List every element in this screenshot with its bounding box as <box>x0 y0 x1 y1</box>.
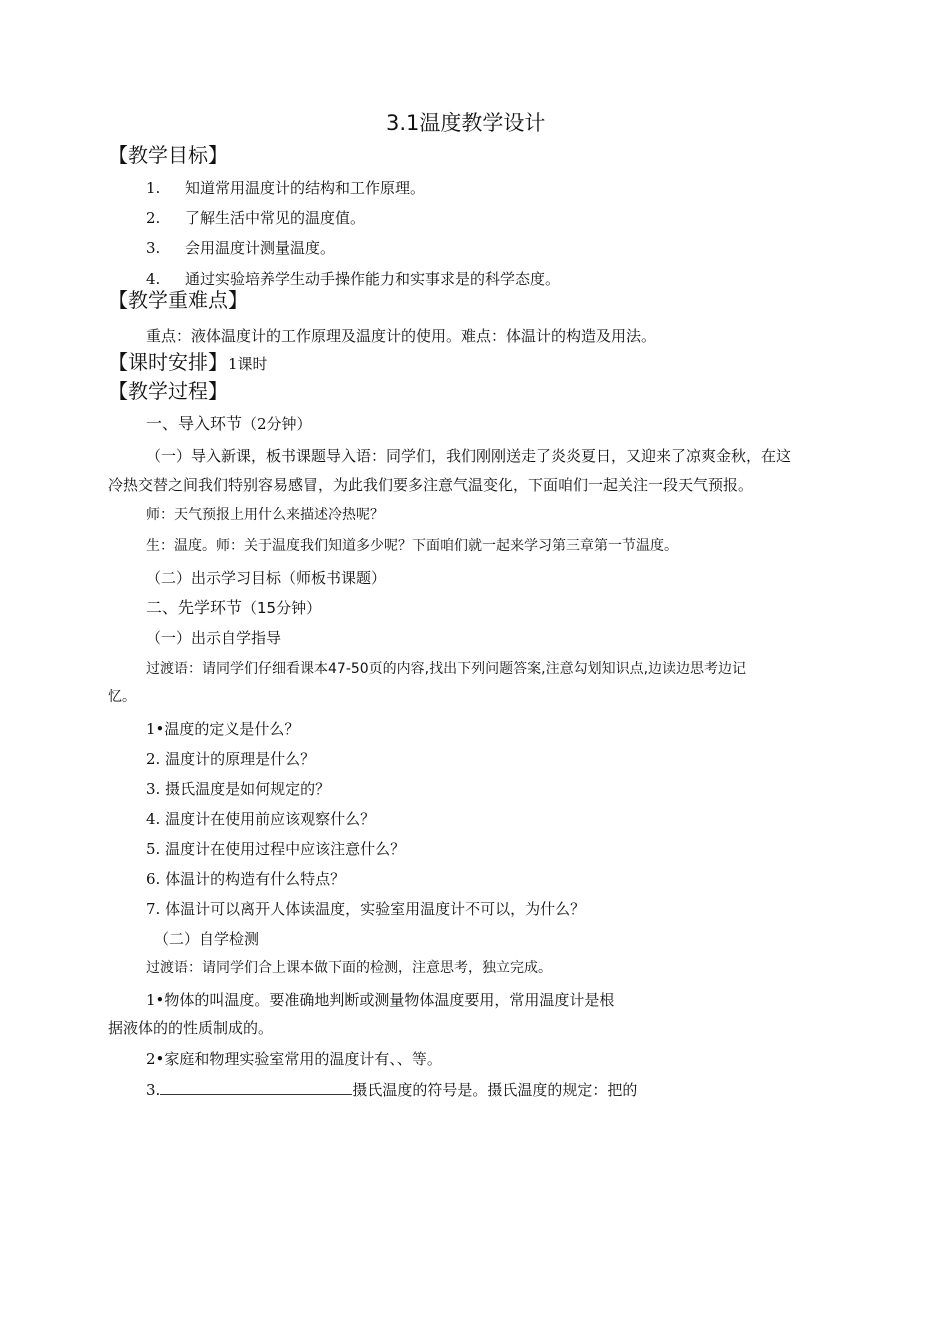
fill-blank <box>160 1079 352 1095</box>
list-item: 3. 摄氏温度是如何规定的？ <box>146 780 331 798</box>
subsection-heading: （二）自学检测 <box>154 930 260 948</box>
objectives-heading: 【教学目标】 <box>108 143 228 167</box>
list-item-number: 1. <box>146 179 161 197</box>
test-item-text: 摄氏温度的符号是。摄氏温度的规定：把的 <box>352 1081 638 1099</box>
paragraph: 冷热交替之间我们特别容易感冒，为此我们要多注意气温变化，下面咱们一起关注一段天气预报。 <box>108 476 754 494</box>
test-item: 据液体的的性质制成的。 <box>108 1019 274 1037</box>
list-item: 5. 温度计在使用过程中应该注意什么？ <box>146 840 406 858</box>
list-item: 7. 体温计可以离开人体读温度，实验室用温度计不可以，为什么？ <box>146 900 586 918</box>
paragraph: 生：温度。师：关于温度我们知道多少呢？下面咱们就一起来学习第三章第一节温度。 <box>146 538 678 554</box>
section2-heading-row <box>146 598 321 618</box>
list-item: 6. 体温计的构造有什么特点？ <box>146 870 346 888</box>
paragraph: 过渡语：请同学们仔细看课本47-50页的内容,找出下列问题答案,注意勾划知识点,边读边思考边记 <box>146 661 747 677</box>
list-item-number: 4. <box>146 270 161 288</box>
paragraph: （一）导入新课，板书课题导入语：同学们，我们刚刚送走了炎炎夏日，又迎来了凉爽金秋，在这 <box>146 447 792 465</box>
section1-heading-row <box>146 414 312 434</box>
list-item: 了解生活中常见的温度值。 <box>185 209 366 227</box>
list-item: 知道常用温度计的结构和工作原理。 <box>185 179 426 197</box>
list-item: 1•温度的定义是什么？ <box>146 720 300 738</box>
list-item: 会用温度计测量温度。 <box>185 239 336 257</box>
page-title: 3.1温度教学设计 <box>386 111 546 135</box>
paragraph: 师：天气预报上用什么来描述冷热呢？ <box>146 507 384 523</box>
section2-heading: 二、先学环节 <box>146 598 243 617</box>
paragraph: （二）出示学习目标（师板书课题） <box>146 569 387 587</box>
section1-heading: 一、导入环节 <box>146 414 243 433</box>
test-item: 1•物体的叫温度。要准确地判断或测量物体温度要用，常用温度计是根 <box>146 991 615 1009</box>
test-item-number: 3. <box>146 1081 161 1099</box>
schedule-row <box>108 352 268 374</box>
section2-time: （15分钟） <box>242 599 322 617</box>
test-item: 2•家庭和物理实验室常用的温度计有、、等。 <box>146 1050 442 1068</box>
schedule-heading: 【课时安排】 <box>108 350 228 374</box>
section1-time: （2分钟） <box>242 415 312 433</box>
list-item: 2. 温度计的原理是什么？ <box>146 750 316 768</box>
schedule-value: 1课时 <box>228 355 268 373</box>
list-item-number: 2. <box>146 209 161 227</box>
paragraph: 忆。 <box>108 689 136 705</box>
list-item: 4. 温度计在使用前应该观察什么？ <box>146 810 376 828</box>
process-heading: 【教学过程】 <box>108 379 228 403</box>
paragraph: 过渡语：请同学们合上课本做下面的检测，注意思考，独立完成。 <box>146 960 552 976</box>
list-item: 通过实验培养学生动手操作能力和实事求是的科学态度。 <box>185 270 561 288</box>
key-points-text: 重点：液体温度计的工作原理及温度计的使用。难点：体温计的构造及用法。 <box>146 327 657 345</box>
list-item-number: 3. <box>146 239 161 257</box>
subsection-heading: （一）出示自学指导 <box>146 629 282 647</box>
test-item <box>146 1079 637 1100</box>
key-points-heading: 【教学重难点】 <box>108 288 248 312</box>
